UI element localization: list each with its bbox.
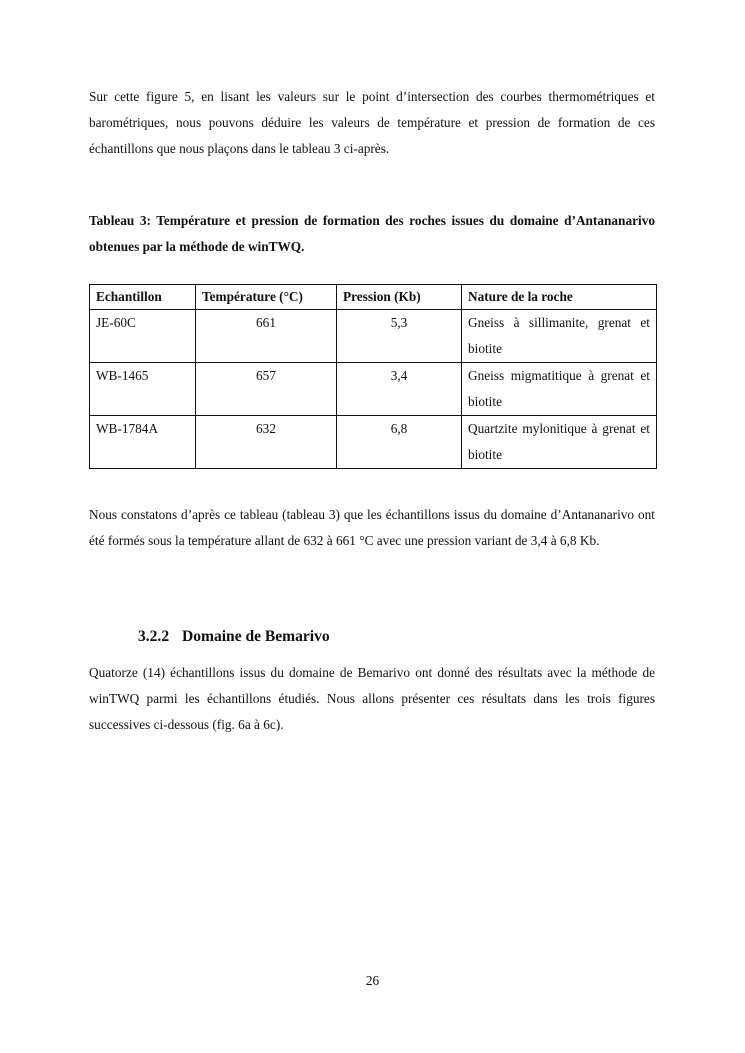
cell-pression: 3,4 <box>337 363 462 416</box>
table-row <box>90 363 657 416</box>
section-paragraph: Quatorze (14) échantillons issus du domaine de Bemarivo ont donné des résultats avec la méthode de winTWQ parmi les échantillons étudiés. Nous allons présenter ces résultats dans les trois figures successives ci-dessous (fig. 6a à 6c). <box>89 665 655 732</box>
section-heading <box>138 626 330 648</box>
cell-echantillon: JE-60C <box>90 310 196 363</box>
header-echantillon: Echantillon <box>90 285 196 310</box>
cell-nature: Quartzite mylonitique à grenat et biotite <box>462 416 657 469</box>
cell-pression: 5,3 <box>337 310 462 363</box>
conclusion-paragraph: Nous constatons d’après ce tableau (tableau 3) que les échantillons issus du domaine d’Antananarivo ont été formés sous la température allant de 632 à 661 °C avec une pression variant de 3,4 à 6,8 Kb. <box>89 507 655 548</box>
cell-nature: Gneiss à sillimanite, grenat et biotite <box>462 310 657 363</box>
cell-nature: Gneiss migmatitique à grenat et biotite <box>462 363 657 416</box>
table-caption: Tableau 3: Température et pression de formation des roches issues du domaine d’Antananarivo obtenues par la méthode de winTWQ. <box>89 213 655 254</box>
section-number: 3.2.2 <box>138 628 170 645</box>
header-nature: Nature de la roche <box>462 285 657 310</box>
cell-echantillon: WB-1465 <box>90 363 196 416</box>
table-row <box>90 416 657 469</box>
page-number: 26 <box>365 973 380 988</box>
section-title: Domaine de Bemarivo <box>182 628 330 645</box>
cell-temperature: 661 <box>196 310 337 363</box>
header-temperature: Température (°C) <box>196 285 337 310</box>
intro-paragraph: Sur cette figure 5, en lisant les valeurs sur le point d’intersection des courbes thermométriques et barométriques, nous pouvons déduire les valeurs de température et pression de formation de ces échantillons que nous plaçons dans le tableau 3 ci-après. <box>89 89 655 156</box>
table-row <box>90 310 657 363</box>
table-header-row <box>90 285 657 310</box>
cell-pression: 6,8 <box>337 416 462 469</box>
header-pression: Pression (Kb) <box>337 285 462 310</box>
cell-temperature: 632 <box>196 416 337 469</box>
cell-echantillon: WB-1784A <box>90 416 196 469</box>
cell-temperature: 657 <box>196 363 337 416</box>
results-table <box>89 284 657 469</box>
